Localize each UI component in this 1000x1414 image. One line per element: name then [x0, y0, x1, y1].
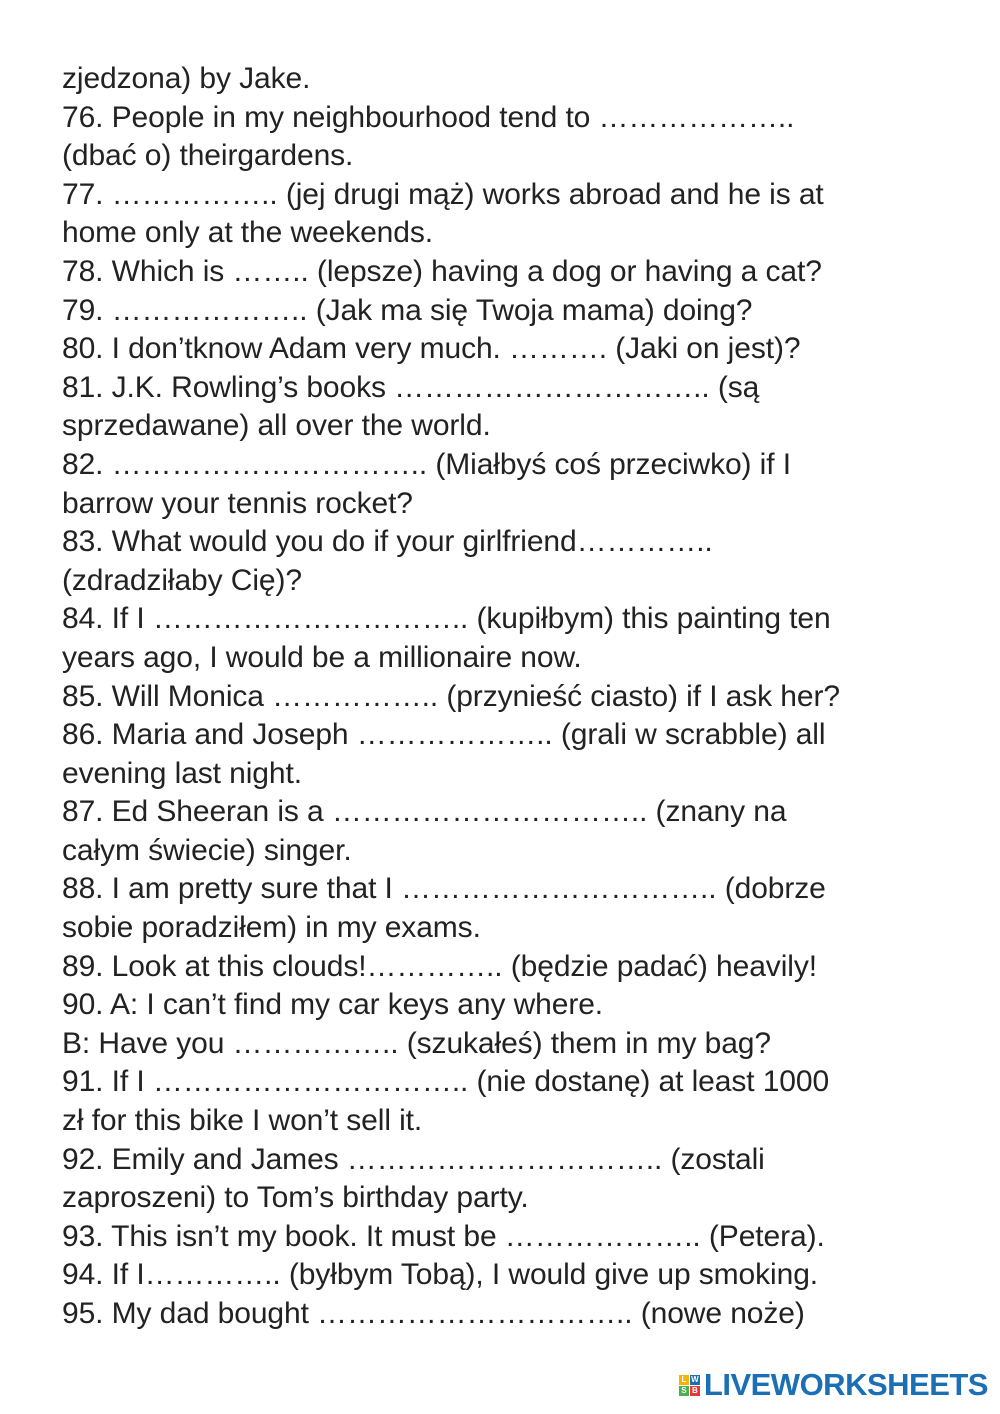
logo-tile: L — [679, 1375, 689, 1385]
liveworksheets-brand-text: LIVEWORKSHEETS — [703, 1367, 988, 1402]
liveworksheets-logo-icon — [679, 1375, 700, 1396]
worksheet-line: 91. If I ………………………….. (nie dostanę) at least 1000 — [62, 1065, 830, 1099]
worksheet-line: 82. ………………………….. (Miałbyś coś przeciwko) if I — [62, 447, 791, 481]
worksheet-line: 77. …………….. (jej drugi mąż) works abroad and he is at — [62, 177, 824, 211]
worksheet-page — [62, 60, 962, 1334]
worksheet-line: 81. J.K. Rowling’s books ………………………….. (są — [62, 370, 760, 404]
worksheet-line: (zdradziłaby Cię)? — [62, 563, 302, 597]
worksheet-line: home only at the weekends. — [62, 216, 433, 250]
worksheet-line: 85. Will Monica …………….. (przynieść ciasto) if I ask her? — [62, 679, 840, 713]
worksheet-line: 80. I don’tknow Adam very much. ………. (Jaki on jest)? — [62, 332, 801, 366]
worksheet-line: years ago, I would be a millionaire now. — [62, 640, 582, 674]
logo-tile: S — [679, 1386, 689, 1396]
worksheet-line: 76. People in my neighbourhood tend to ……………….. — [62, 100, 795, 134]
worksheet-line: zjedzona) by Jake. — [62, 62, 311, 95]
worksheet-line: sprzedawane) all over the world. — [62, 409, 491, 443]
logo-tile: W — [691, 1374, 699, 1384]
liveworksheets-footer — [679, 1368, 988, 1402]
worksheet-line: 90. A: I can’t find my car keys any where. — [62, 988, 604, 1022]
worksheet-line: 86. Maria and Joseph ……………….. (grali w scrabble) all — [62, 718, 826, 752]
worksheet-line: całym świecie) singer. — [62, 833, 352, 867]
worksheet-line: sobie poradziłem) in my exams. — [62, 911, 481, 945]
worksheet-line: 83. What would you do if your girlfriend………….. — [62, 525, 713, 559]
worksheet-line: 84. If I ………………………….. (kupiłbym) this painting ten — [62, 602, 831, 636]
worksheet-line: (dbać o) theirgardens. — [62, 139, 354, 173]
worksheet-line: 78. Which is …….. (lepsze) having a dog or having a cat? — [62, 254, 822, 288]
worksheet-line: B: Have you …………….. (szukałeś) them in my bag? — [62, 1026, 771, 1060]
worksheet-line: evening last night. — [62, 756, 302, 790]
worksheet-line: 93. This isn’t my book. It must be ……………….. (Petera). — [62, 1219, 825, 1253]
worksheet-line: 92. Emily and James ………………………….. (zostali — [62, 1142, 765, 1176]
worksheet-line: 79. ……………….. (Jak ma się Twoja mama) doing? — [62, 293, 753, 327]
worksheet-line: 95. My dad bought ………………………….. (nowe noże) — [62, 1297, 805, 1330]
worksheet-line: 87. Ed Sheeran is a ………………………….. (znany na — [62, 795, 787, 829]
worksheet-line: 89. Look at this clouds!………….. (będzie padać) heavily! — [62, 949, 817, 983]
worksheet-line: zł for this bike I won’t sell it. — [62, 1104, 423, 1138]
worksheet-line: barrow your tennis rocket? — [62, 486, 413, 520]
worksheet-line: 94. If I………….. (byłbym Tobą), I would give up smoking. — [62, 1258, 819, 1292]
logo-tile: B — [690, 1386, 700, 1396]
worksheet-line: 88. I am pretty sure that I ………………………….. (dobrze — [62, 872, 826, 906]
worksheet-line: zaproszeni) to Tom’s birthday party. — [62, 1181, 529, 1215]
